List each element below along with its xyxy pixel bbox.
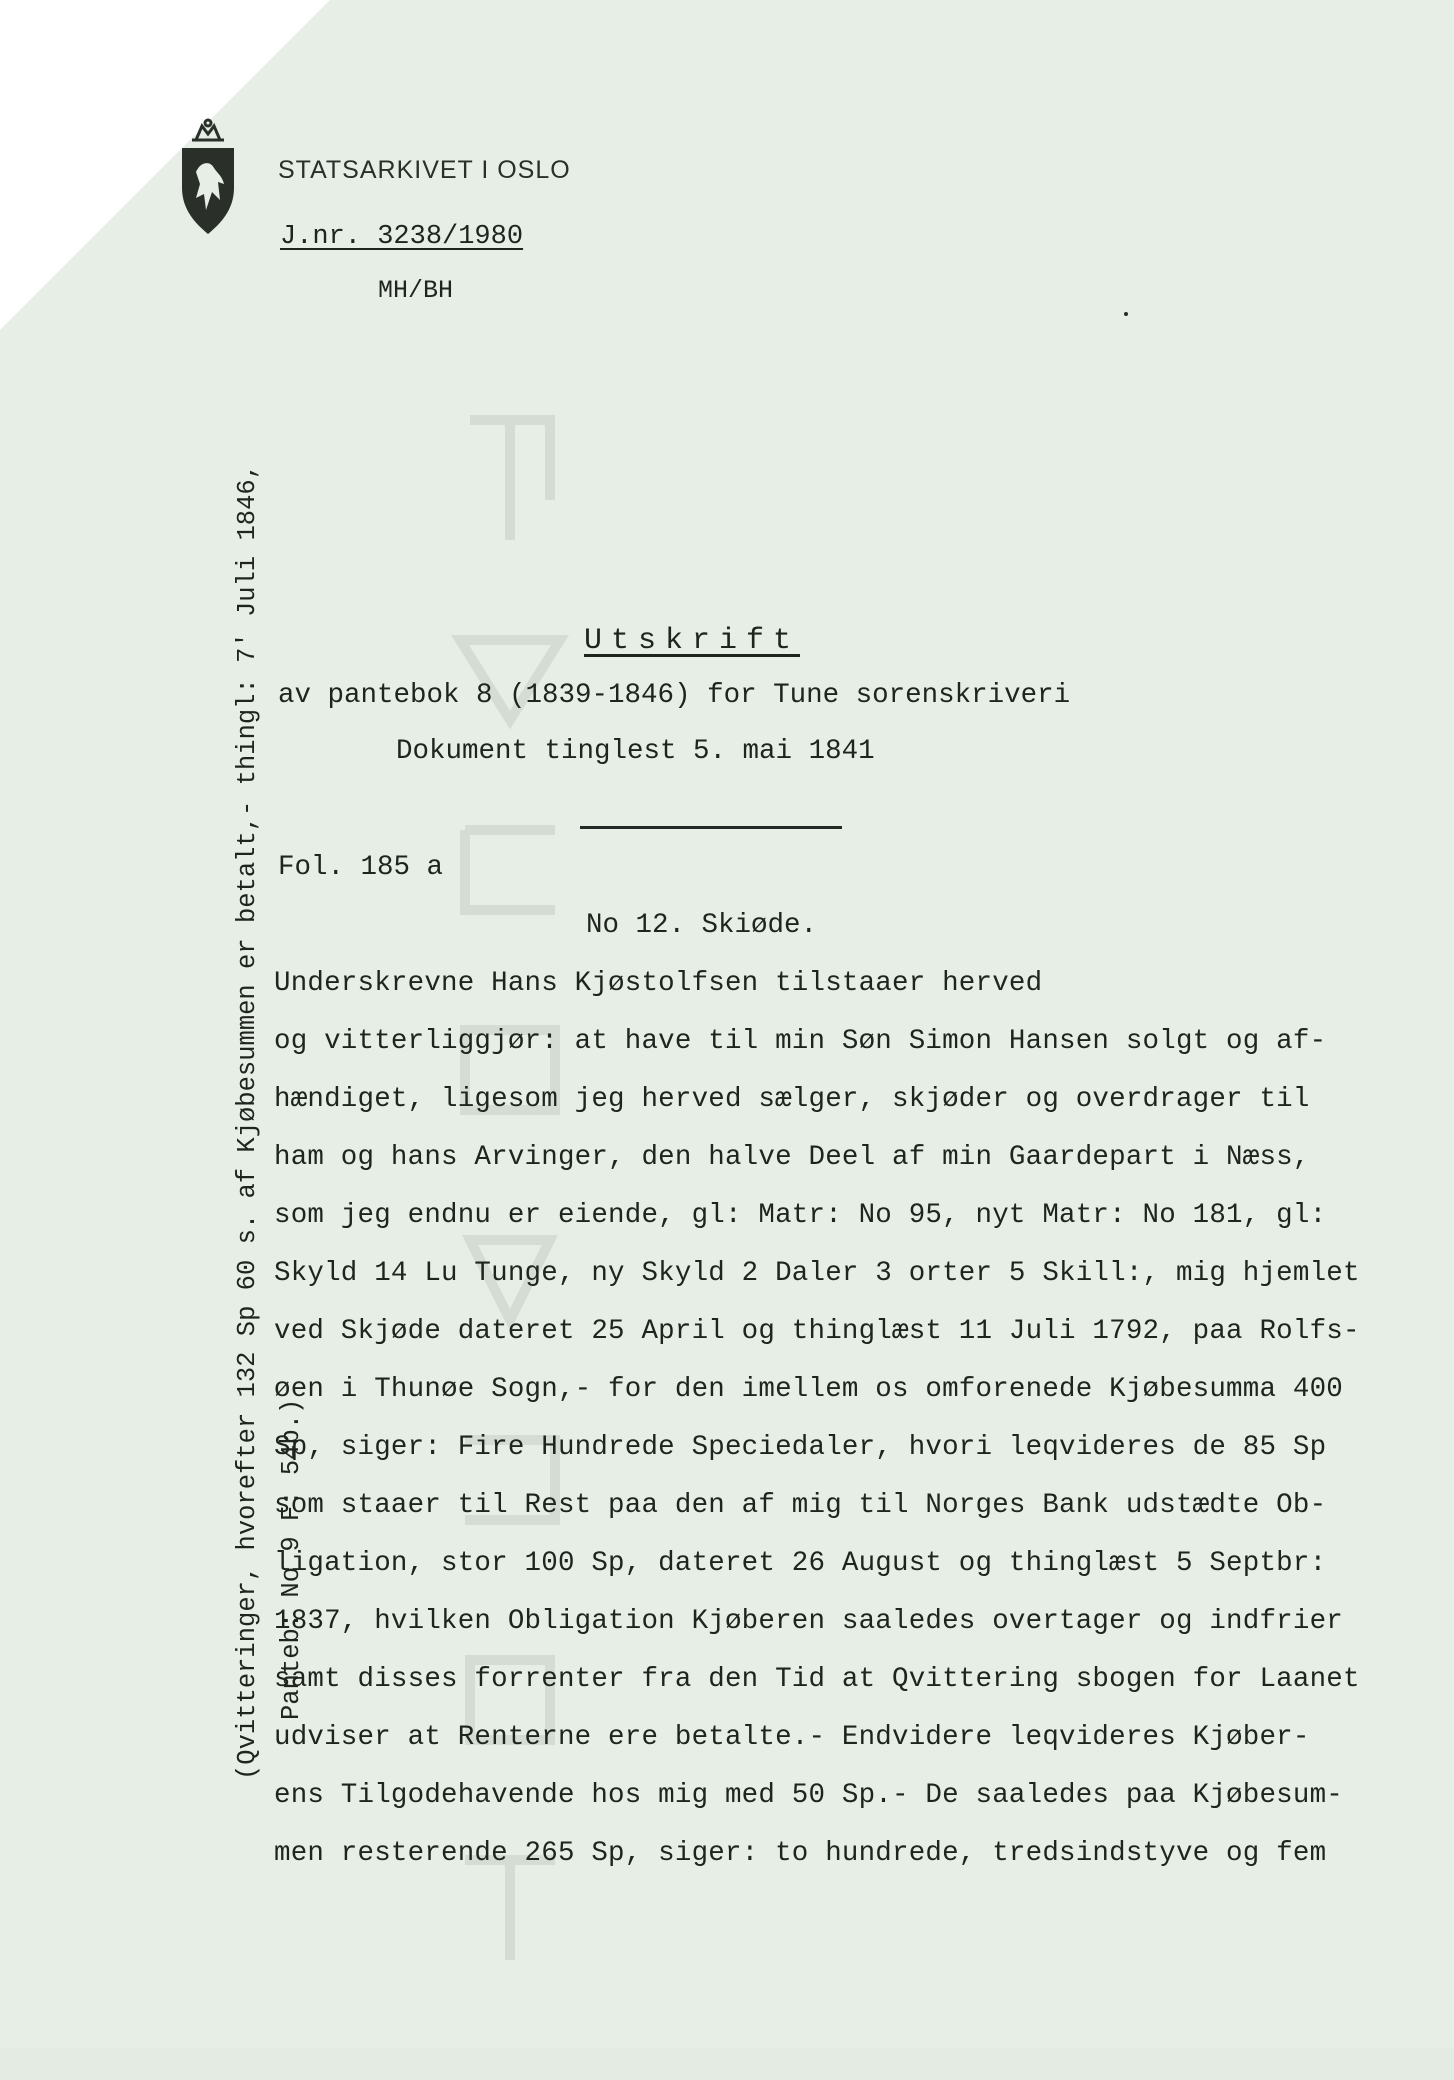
entry-heading: No 12. Skiøde.: [586, 910, 818, 941]
body-line: og vitterliggjør: at have til min Søn Simon Hansen solgt og af-: [274, 1026, 1327, 1057]
body-line: som jeg endnu er eiende, gl: Matr: No 95, nyt Matr: No 181, gl:: [274, 1200, 1327, 1231]
marginal-note: [226, 464, 314, 1780]
body-line: ligation, stor 100 Sp, dateret 26 August og thinglæst 5 Septbr:: [274, 1548, 1327, 1579]
body-line: ved Skjøde dateret 25 April og thinglæst 11 Juli 1792, paa Rolfs-: [274, 1316, 1360, 1347]
body-line: men resterende 265 Sp, siger: to hundrede, tredsindstyve og fem: [274, 1838, 1327, 1869]
body-line: øen i Thunøe Sogn,- for den imellem os omforenede Kjøbesumma 400: [274, 1374, 1343, 1405]
body-line: Skyld 14 Lu Tunge, ny Skyld 2 Daler 3 orter 5 Skill:, mig hjemlet: [274, 1258, 1360, 1289]
folio-reference: Fol. 185 a: [278, 852, 444, 883]
divider-rule: [580, 826, 842, 829]
marginal-note-line-2: Panteb: No 9 F: 54b.): [277, 1398, 306, 1720]
archive-name: STATSARKIVET I OSLO: [278, 156, 571, 184]
body-line: Underskrevne Hans Kjøstolfsen tilstaaer herved: [274, 968, 1043, 999]
subtitle-date: Dokument tinglest 5. mai 1841: [396, 736, 875, 767]
body-line: hændiget, ligesom jeg herved sælger, skjøder og overdrager til: [274, 1084, 1310, 1115]
body-line: samt disses forrenter fra den Tid at Qvittering sbogen for Laanet: [274, 1664, 1360, 1695]
coat-of-arms-icon: [176, 118, 240, 240]
body-line: Sp, siger: Fire Hundrede Speciedaler, hvori leqvideres de 85 Sp: [274, 1432, 1327, 1463]
body-line: 1837, hvilken Obligation Kjøberen saaledes overtager og indfrier: [274, 1606, 1343, 1637]
ink-speck: [1124, 312, 1128, 316]
marginal-note-line-1: (Qvitteringer, hvorefter 132 Sp 60 s. af Kjøbesummen er betalt,- thingl: 7' Juli 1846,: [233, 463, 262, 1780]
document-title: Utskrift: [584, 624, 801, 658]
journal-number: J.nr. 3238/1980: [280, 222, 524, 252]
body-line: ham og hans Arvinger, den halve Deel af min Gaardepart i Næss,: [274, 1142, 1310, 1173]
body-line: udviser at Renterne ere betalte.- Endvidere leqvideres Kjøber-: [274, 1722, 1310, 1753]
body-line: som staaer til Rest paa den af mig til Norges Bank udstædte Ob-: [274, 1490, 1327, 1521]
body-line: ens Tilgodehavende hos mig med 50 Sp.- De saaledes paa Kjøbesum-: [274, 1780, 1343, 1811]
subtitle-source: av pantebok 8 (1839-1846) for Tune sorenskriveri: [278, 680, 1071, 711]
signature-initials: MH/BH: [378, 276, 454, 305]
